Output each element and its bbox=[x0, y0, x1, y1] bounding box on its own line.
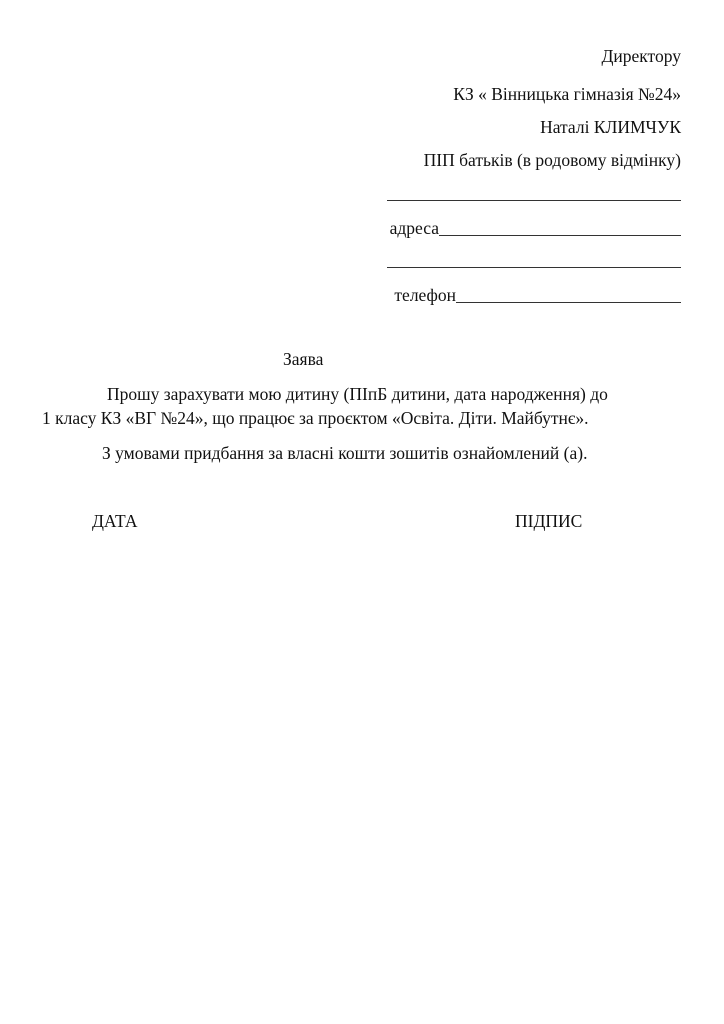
address-continuation-blank-line[interactable] bbox=[387, 267, 681, 268]
parent-name-hint: ПІП батьків (в родовому відмінку) bbox=[423, 150, 681, 170]
institution-name: КЗ « Вінницька гімназія №24» bbox=[453, 84, 681, 104]
request-paragraph-line-1: Прошу зарахувати мою дитину (ПІпБ дитини, дата народження) до bbox=[107, 384, 608, 404]
request-paragraph-line-2: 1 класу КЗ «ВГ №24», що працює за проєктом «Освіта. Діти. Майбутнє». bbox=[42, 408, 589, 428]
acknowledgement-paragraph: З умовами придбання за власні кошти зошитів ознайомлений (а). bbox=[102, 443, 588, 463]
addressee-title: Директору bbox=[601, 46, 681, 66]
signature-label: ПІДПИС bbox=[515, 511, 583, 531]
parent-name-blank-line[interactable] bbox=[387, 200, 681, 201]
director-name: Наталі КЛИМЧУК bbox=[540, 117, 681, 137]
phone-field bbox=[394, 285, 681, 305]
document-title: Заява bbox=[283, 349, 324, 369]
address-blank-line[interactable] bbox=[439, 218, 681, 236]
address-field bbox=[390, 218, 681, 238]
address-label: адреса bbox=[389, 218, 439, 238]
phone-blank-line[interactable] bbox=[456, 285, 681, 303]
date-label: ДАТА bbox=[92, 511, 138, 531]
phone-label: телефон bbox=[394, 285, 456, 305]
